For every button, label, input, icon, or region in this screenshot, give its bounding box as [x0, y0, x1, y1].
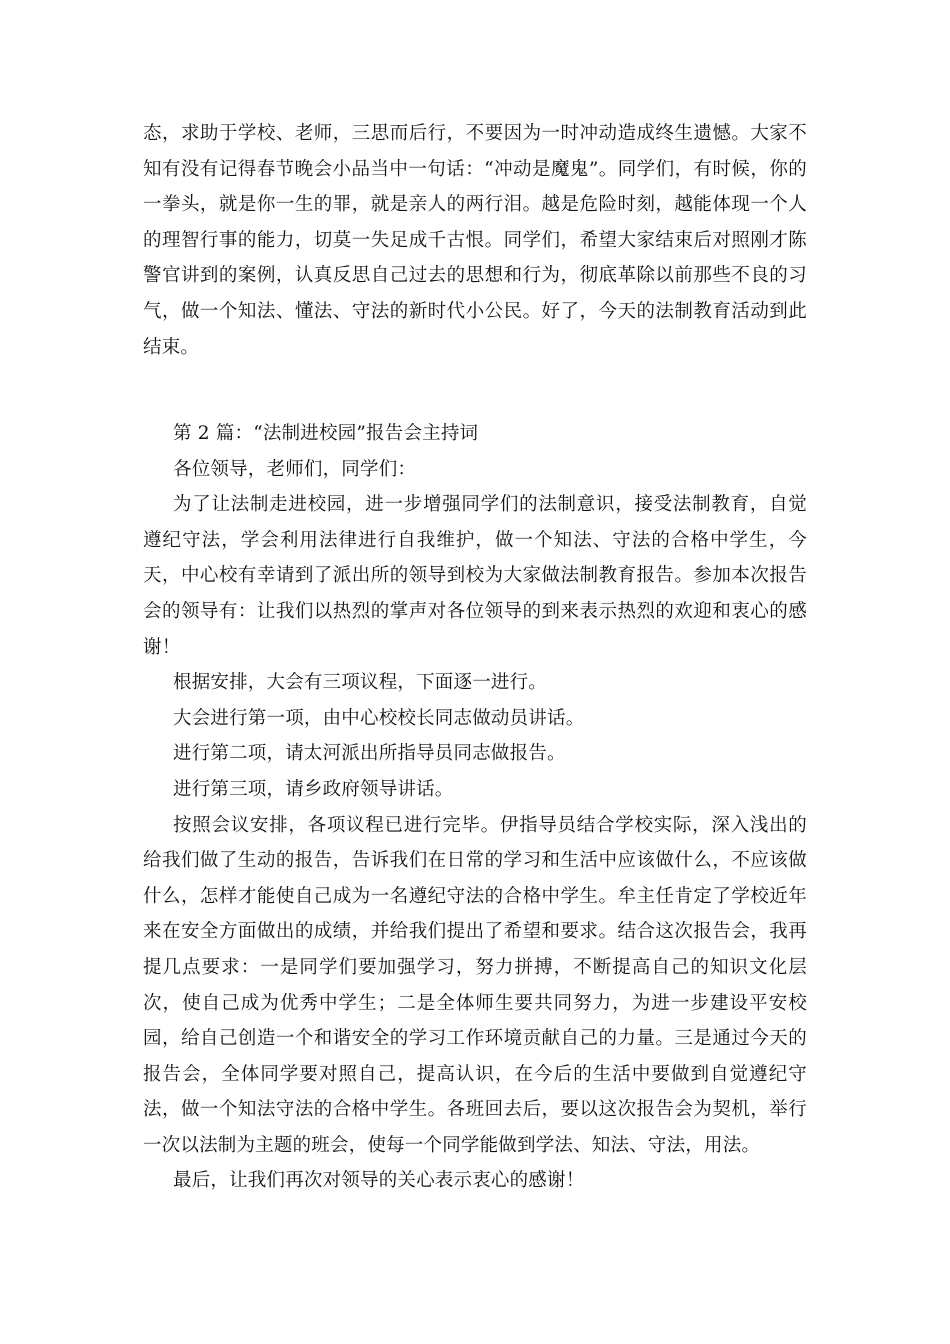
paragraph: 进行第三项，请乡政府领导讲话。	[173, 778, 454, 800]
paragraph: 大会进行第一项，由中心校校长同志做动员讲话。	[173, 707, 585, 729]
paragraph: 根据安排，大会有三项议程，下面逐一进行。	[173, 672, 548, 694]
paragraph: 按照会议安排，各项议程已进行完毕。伊指导员结合学校实际，深入浅出的给我们做了生动的报告，告诉我们在日常的学习和生活中应该做什么，不应该做什么，怎样才能使自己成为一名遵纪守法的合格中学生。牟主任肯定了学校近年来在安全方面做出的成绩，并给我们提出了希望和要求。结合这次报告会，我再提几点要求：一是同学们要加强学习，努力拼搏，不断提高自己的知识文化层次，使自己成为优秀中学生；二是全体师生要共同努力，为进一步建设平安校园，给自己创造一个和谐安全的学习工作环境贡献自己的力量。三是通过今天的报告会，全体同学要对照自己，提高认识，在今后的生活中要做到自觉遵纪守法，做一个知法守法的合格中学生。各班回去后，要以这次报告会为契机，举行一次以法制为主题的班会，使每一个同学能做到学法、知法、守法，用法。	[143, 814, 807, 1156]
greeting: 各位领导，老师们，同学们：	[173, 458, 417, 480]
section-title: 第 2 篇：“法制进校园”报告会主持词	[173, 423, 479, 444]
continued-paragraph: 态，求助于学校、老师，三思而后行，不要因为一时冲动造成终生遗憾。大家不知有没有记得春节晚会小品当中一句话：“冲动是魔鬼”。同学们，有时候，你的一拳头，就是你一生的罪，就是亲人的两行泪。越是危险时刻，越能体现一个人的理智行事的能力，切莫一失足成千古恨。同学们，希望大家结束后对照刚才陈警官讲到的案例，认真反思自己过去的思想和行为，彻底革除以前那些不良的习气，做一个知法、懂法、守法的新时代小公民。好了，今天的法制教育活动到此结束。	[143, 123, 807, 358]
continued-section	[143, 116, 807, 365]
paragraph: 为了让法制走进校园，进一步增强同学们的法制意识，接受法制教育，自觉遵纪守法，学会利用法律进行自我维护，做一个知法、守法的合格中学生，今天，中心校有幸请到了派出所的领导到校为大家做法制教育报告。参加本次报告会的领导有：让我们以热烈的掌声对各位领导的到来表示热烈的欢迎和衷心的感谢！	[143, 494, 807, 658]
paragraph: 进行第二项，请太河派出所指导员同志做报告。	[173, 743, 566, 765]
closing-paragraph: 最后，让我们再次对领导的关心表示衷心的感谢！	[173, 1170, 585, 1192]
article-section	[143, 416, 807, 1199]
